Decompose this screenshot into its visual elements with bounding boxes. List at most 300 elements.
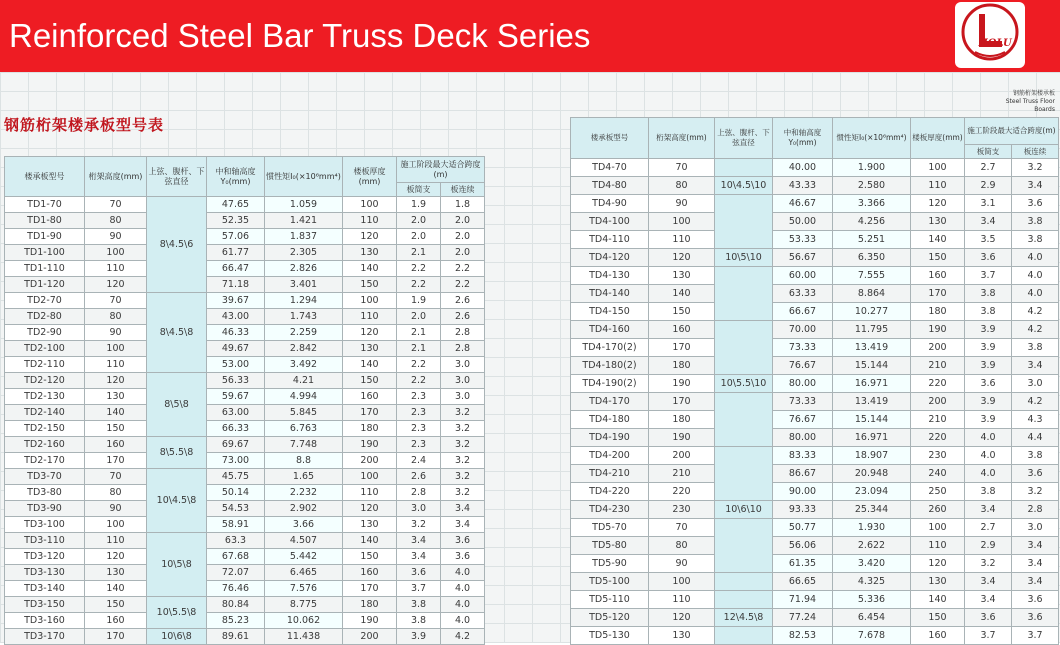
table-row <box>571 483 1059 501</box>
inertia-cell: 6.763 <box>265 421 343 437</box>
inertia-cell: 2.305 <box>265 245 343 261</box>
span-simple-cell: 2.2 <box>397 277 441 293</box>
span-simple-cell: 2.3 <box>397 421 441 437</box>
height-cell: 90 <box>85 501 147 517</box>
span-continuous-cell: 4.4 <box>1012 429 1059 447</box>
span-continuous-cell: 3.4 <box>441 501 485 517</box>
inertia-cell: 11.438 <box>265 629 343 645</box>
span-simple-cell: 2.8 <box>397 485 441 501</box>
model-cell: TD5-110 <box>571 591 649 609</box>
height-cell: 140 <box>85 405 147 421</box>
table-row <box>5 405 485 421</box>
height-cell: 170 <box>85 453 147 469</box>
table-row <box>571 285 1059 303</box>
span-continuous-cell: 4.0 <box>441 597 485 613</box>
span-continuous-cell: 2.8 <box>441 341 485 357</box>
span-simple-cell: 3.8 <box>397 597 441 613</box>
model-cell: TD2-120 <box>5 373 85 389</box>
thickness-cell: 160 <box>343 565 397 581</box>
span-continuous-cell: 3.4 <box>1012 177 1059 195</box>
axis-height-cell: 86.67 <box>773 465 833 483</box>
holu-logo <box>955 2 1025 68</box>
header-span-group: 施工阶段最大适合跨度(m) <box>397 157 485 183</box>
table-row <box>571 303 1059 321</box>
height-cell: 110 <box>85 533 147 549</box>
table-row <box>5 533 485 549</box>
axis-height-cell: 63.33 <box>773 285 833 303</box>
height-cell: 70 <box>649 159 715 177</box>
header-chord: 上弦、腹杆、下弦直径 <box>147 157 207 197</box>
thickness-cell: 170 <box>911 285 965 303</box>
axis-height-cell: 73.00 <box>207 453 265 469</box>
span-continuous-cell: 2.0 <box>441 229 485 245</box>
header-inertia: 惯性矩I₀(×10⁶mm⁴) <box>833 118 911 159</box>
span-simple-cell: 3.9 <box>965 393 1012 411</box>
model-cell: TD3-120 <box>5 549 85 565</box>
span-simple-cell: 2.9 <box>965 177 1012 195</box>
model-cell: TD3-80 <box>5 485 85 501</box>
chord-diameter-cell <box>715 393 773 447</box>
table-row <box>571 357 1059 375</box>
header-axis: 中和轴高度Y₀(mm) <box>207 157 265 197</box>
height-cell: 100 <box>85 245 147 261</box>
axis-height-cell: 60.00 <box>773 267 833 285</box>
span-simple-cell: 2.1 <box>397 325 441 341</box>
left-table-body <box>5 197 485 645</box>
span-continuous-cell: 4.2 <box>1012 303 1059 321</box>
inertia-cell: 2.580 <box>833 177 911 195</box>
model-cell: TD5-80 <box>571 537 649 555</box>
span-continuous-cell: 3.2 <box>441 485 485 501</box>
span-simple-cell: 3.2 <box>397 517 441 533</box>
axis-height-cell: 72.07 <box>207 565 265 581</box>
table-row <box>571 537 1059 555</box>
span-continuous-cell: 3.2 <box>1012 159 1059 177</box>
axis-height-cell: 59.67 <box>207 389 265 405</box>
inertia-cell: 3.66 <box>265 517 343 533</box>
header-model: 楼承板型号 <box>571 118 649 159</box>
table-row <box>571 591 1059 609</box>
span-simple-cell: 3.6 <box>965 249 1012 267</box>
span-simple-cell: 3.4 <box>397 549 441 565</box>
table-row <box>571 177 1059 195</box>
table-row <box>571 339 1059 357</box>
table-row <box>571 447 1059 465</box>
height-cell: 110 <box>85 357 147 373</box>
height-cell: 70 <box>85 197 147 213</box>
span-continuous-cell: 3.4 <box>1012 357 1059 375</box>
header-chord: 上弦、腹杆、下弦直径 <box>715 118 773 159</box>
inertia-cell: 6.350 <box>833 249 911 267</box>
model-cell: TD5-90 <box>571 555 649 573</box>
axis-height-cell: 53.00 <box>207 357 265 373</box>
height-cell: 130 <box>85 389 147 405</box>
model-cell: TD3-160 <box>5 613 85 629</box>
span-simple-cell: 3.9 <box>965 321 1012 339</box>
inertia-cell: 13.419 <box>833 339 911 357</box>
axis-height-cell: 43.33 <box>773 177 833 195</box>
model-cell: TD2-90 <box>5 325 85 341</box>
span-simple-cell: 2.0 <box>397 229 441 245</box>
thickness-cell: 120 <box>911 555 965 573</box>
table-row <box>5 389 485 405</box>
inertia-cell: 1.65 <box>265 469 343 485</box>
inertia-cell: 15.144 <box>833 357 911 375</box>
axis-height-cell: 46.67 <box>773 195 833 213</box>
header-height: 桁架高度(mm) <box>649 118 715 159</box>
inertia-cell: 13.419 <box>833 393 911 411</box>
inertia-cell: 8.864 <box>833 285 911 303</box>
span-simple-cell: 2.0 <box>397 309 441 325</box>
height-cell: 190 <box>649 375 715 393</box>
model-cell: TD2-80 <box>5 309 85 325</box>
thickness-cell: 160 <box>343 389 397 405</box>
height-cell: 170 <box>85 629 147 645</box>
span-continuous-cell: 4.2 <box>1012 393 1059 411</box>
chinese-title: 钢筋桁架楼承板型号表 <box>4 116 165 134</box>
model-cell: TD4-200 <box>571 447 649 465</box>
axis-height-cell: 89.61 <box>207 629 265 645</box>
header-span-continuous: 板连续 <box>1012 145 1059 159</box>
span-simple-cell: 1.9 <box>397 293 441 309</box>
inertia-cell: 1.059 <box>265 197 343 213</box>
chord-diameter-cell <box>715 573 773 591</box>
thickness-cell: 130 <box>343 245 397 261</box>
table-row <box>571 573 1059 591</box>
model-cell: TD4-80 <box>571 177 649 195</box>
model-cell: TD4-100 <box>571 213 649 231</box>
height-cell: 130 <box>85 565 147 581</box>
thickness-cell: 100 <box>343 197 397 213</box>
span-continuous-cell: 2.2 <box>441 277 485 293</box>
inertia-cell: 5.336 <box>833 591 911 609</box>
model-cell: TD4-90 <box>571 195 649 213</box>
inertia-cell: 10.277 <box>833 303 911 321</box>
span-simple-cell: 3.8 <box>965 285 1012 303</box>
table-row <box>571 231 1059 249</box>
table-row <box>5 565 485 581</box>
sub-title-en: Steel Truss Floor Boards <box>1005 98 1055 113</box>
height-cell: 80 <box>85 309 147 325</box>
span-continuous-cell: 3.8 <box>1012 339 1059 357</box>
model-cell: TD2-110 <box>5 357 85 373</box>
model-cell: TD4-150 <box>571 303 649 321</box>
height-cell: 110 <box>85 261 147 277</box>
span-continuous-cell: 2.0 <box>441 245 485 261</box>
chord-diameter-cell: 8\5.5\8 <box>147 437 207 469</box>
span-simple-cell: 2.9 <box>965 537 1012 555</box>
axis-height-cell: 63.3 <box>207 533 265 549</box>
axis-height-cell: 66.47 <box>207 261 265 277</box>
model-cell: TD2-70 <box>5 293 85 309</box>
span-continuous-cell: 4.0 <box>1012 249 1059 267</box>
thickness-cell: 190 <box>343 437 397 453</box>
thickness-cell: 200 <box>911 393 965 411</box>
span-continuous-cell: 4.2 <box>441 629 485 645</box>
chord-diameter-cell: 10\5\10 <box>715 249 773 267</box>
table-row <box>571 465 1059 483</box>
span-simple-cell: 4.0 <box>965 429 1012 447</box>
axis-height-cell: 80.00 <box>773 375 833 393</box>
axis-height-cell: 71.94 <box>773 591 833 609</box>
height-cell: 130 <box>649 267 715 285</box>
span-continuous-cell: 4.0 <box>441 613 485 629</box>
height-cell: 100 <box>649 573 715 591</box>
axis-height-cell: 66.33 <box>207 421 265 437</box>
span-continuous-cell: 4.0 <box>441 581 485 597</box>
thickness-cell: 110 <box>911 177 965 195</box>
table-row <box>571 627 1059 645</box>
axis-height-cell: 77.24 <box>773 609 833 627</box>
span-simple-cell: 3.6 <box>965 375 1012 393</box>
height-cell: 160 <box>85 437 147 453</box>
header-height: 桁架高度(mm) <box>85 157 147 197</box>
height-cell: 190 <box>649 429 715 447</box>
span-simple-cell: 3.6 <box>397 565 441 581</box>
inertia-cell: 3.401 <box>265 277 343 293</box>
axis-height-cell: 83.33 <box>773 447 833 465</box>
thickness-cell: 160 <box>911 267 965 285</box>
chord-diameter-cell: 8\5\8 <box>147 373 207 437</box>
height-cell: 140 <box>85 581 147 597</box>
model-cell: TD3-130 <box>5 565 85 581</box>
model-cell: TD4-210 <box>571 465 649 483</box>
span-continuous-cell: 3.2 <box>1012 483 1059 501</box>
axis-height-cell: 67.68 <box>207 549 265 565</box>
table-row <box>5 293 485 309</box>
chord-diameter-cell: 8\4.5\8 <box>147 293 207 373</box>
chord-diameter-cell: 10\6\10 <box>715 501 773 519</box>
height-cell: 210 <box>649 465 715 483</box>
inertia-cell: 1.900 <box>833 159 911 177</box>
thickness-cell: 130 <box>343 517 397 533</box>
height-cell: 150 <box>649 303 715 321</box>
thickness-cell: 210 <box>911 411 965 429</box>
thickness-cell: 140 <box>343 357 397 373</box>
span-simple-cell: 2.1 <box>397 245 441 261</box>
span-simple-cell: 2.7 <box>965 159 1012 177</box>
thickness-cell: 180 <box>911 303 965 321</box>
span-continuous-cell: 3.0 <box>1012 519 1059 537</box>
axis-height-cell: 69.67 <box>207 437 265 453</box>
thickness-cell: 240 <box>911 465 965 483</box>
span-continuous-cell: 2.6 <box>441 293 485 309</box>
height-cell: 160 <box>85 613 147 629</box>
model-cell: TD3-110 <box>5 533 85 549</box>
span-continuous-cell: 4.0 <box>441 565 485 581</box>
height-cell: 100 <box>649 213 715 231</box>
model-cell: TD3-70 <box>5 469 85 485</box>
model-cell: TD4-220 <box>571 483 649 501</box>
span-continuous-cell: 1.8 <box>441 197 485 213</box>
chord-diameter-cell: 10\4.5\8 <box>147 469 207 533</box>
span-continuous-cell: 4.0 <box>1012 267 1059 285</box>
axis-height-cell: 46.33 <box>207 325 265 341</box>
table-row <box>5 613 485 629</box>
span-simple-cell: 3.9 <box>965 411 1012 429</box>
table-row <box>5 197 485 213</box>
axis-height-cell: 93.33 <box>773 501 833 519</box>
inertia-cell: 10.062 <box>265 613 343 629</box>
thickness-cell: 120 <box>911 195 965 213</box>
height-cell: 220 <box>649 483 715 501</box>
height-cell: 150 <box>85 597 147 613</box>
inertia-cell: 3.420 <box>833 555 911 573</box>
span-continuous-cell: 3.0 <box>441 389 485 405</box>
inertia-cell: 23.094 <box>833 483 911 501</box>
axis-height-cell: 58.91 <box>207 517 265 533</box>
inertia-cell: 2.622 <box>833 537 911 555</box>
inertia-cell: 1.930 <box>833 519 911 537</box>
inertia-cell: 7.748 <box>265 437 343 453</box>
span-simple-cell: 3.8 <box>965 483 1012 501</box>
axis-height-cell: 71.18 <box>207 277 265 293</box>
span-simple-cell: 3.4 <box>965 591 1012 609</box>
inertia-cell: 2.826 <box>265 261 343 277</box>
height-cell: 200 <box>649 447 715 465</box>
chord-diameter-cell <box>715 321 773 375</box>
span-continuous-cell: 3.0 <box>441 357 485 373</box>
height-cell: 80 <box>649 537 715 555</box>
table-row <box>571 249 1059 267</box>
span-continuous-cell: 2.6 <box>441 309 485 325</box>
left-spec-table <box>4 156 485 645</box>
thickness-cell: 210 <box>911 357 965 375</box>
table-row <box>571 375 1059 393</box>
height-cell: 90 <box>649 195 715 213</box>
model-cell: TD1-80 <box>5 213 85 229</box>
span-continuous-cell: 3.6 <box>1012 609 1059 627</box>
chord-diameter-cell: 10\5\8 <box>147 533 207 597</box>
span-continuous-cell: 3.8 <box>1012 213 1059 231</box>
height-cell: 140 <box>649 285 715 303</box>
table-row <box>5 229 485 245</box>
height-cell: 120 <box>85 277 147 293</box>
thickness-cell: 140 <box>911 591 965 609</box>
span-simple-cell: 2.6 <box>397 469 441 485</box>
thickness-cell: 110 <box>911 537 965 555</box>
span-continuous-cell: 3.2 <box>441 469 485 485</box>
span-continuous-cell: 3.4 <box>1012 537 1059 555</box>
inertia-cell: 5.845 <box>265 405 343 421</box>
span-continuous-cell: 3.2 <box>441 405 485 421</box>
inertia-cell: 16.971 <box>833 429 911 447</box>
thickness-cell: 220 <box>911 375 965 393</box>
model-cell: TD3-140 <box>5 581 85 597</box>
span-simple-cell: 3.6 <box>965 609 1012 627</box>
thickness-cell: 200 <box>911 339 965 357</box>
thickness-cell: 170 <box>343 581 397 597</box>
header-span-group: 施工阶段最大适合跨度(m) <box>965 118 1059 145</box>
header-thickness: 楼板厚度(mm) <box>343 157 397 197</box>
span-simple-cell: 3.7 <box>965 627 1012 645</box>
inertia-cell: 1.837 <box>265 229 343 245</box>
inertia-cell: 15.144 <box>833 411 911 429</box>
model-cell: TD4-70 <box>571 159 649 177</box>
model-cell: TD4-170 <box>571 393 649 411</box>
model-cell: TD2-100 <box>5 341 85 357</box>
height-cell: 70 <box>649 519 715 537</box>
height-cell: 80 <box>649 177 715 195</box>
banner-title: Reinforced Steel Bar Truss Deck Series <box>9 17 591 54</box>
span-simple-cell: 2.7 <box>965 519 1012 537</box>
axis-height-cell: 43.00 <box>207 309 265 325</box>
model-cell: TD2-130 <box>5 389 85 405</box>
span-continuous-cell: 4.2 <box>1012 321 1059 339</box>
inertia-cell: 8.8 <box>265 453 343 469</box>
span-continuous-cell: 4.3 <box>1012 411 1059 429</box>
span-continuous-cell: 3.8 <box>1012 231 1059 249</box>
model-cell: TD4-230 <box>571 501 649 519</box>
axis-height-cell: 80.84 <box>207 597 265 613</box>
inertia-cell: 2.232 <box>265 485 343 501</box>
inertia-cell: 25.344 <box>833 501 911 519</box>
inertia-cell: 6.454 <box>833 609 911 627</box>
span-simple-cell: 3.9 <box>397 629 441 645</box>
axis-height-cell: 56.33 <box>207 373 265 389</box>
model-cell: TD3-90 <box>5 501 85 517</box>
height-cell: 170 <box>649 393 715 411</box>
span-continuous-cell: 3.8 <box>1012 447 1059 465</box>
axis-height-cell: 85.23 <box>207 613 265 629</box>
span-simple-cell: 2.3 <box>397 389 441 405</box>
axis-height-cell: 47.65 <box>207 197 265 213</box>
axis-height-cell: 82.53 <box>773 627 833 645</box>
axis-height-cell: 50.00 <box>773 213 833 231</box>
model-cell: TD3-150 <box>5 597 85 613</box>
table-row <box>5 517 485 533</box>
table-row <box>571 195 1059 213</box>
span-continuous-cell: 3.0 <box>441 373 485 389</box>
thickness-cell: 180 <box>343 421 397 437</box>
chord-diameter-cell <box>715 267 773 321</box>
chord-diameter-cell: 10\6\8 <box>147 629 207 645</box>
inertia-cell: 3.492 <box>265 357 343 373</box>
inertia-cell: 7.678 <box>833 627 911 645</box>
height-cell: 120 <box>85 549 147 565</box>
inertia-cell: 16.971 <box>833 375 911 393</box>
thickness-cell: 100 <box>343 293 397 309</box>
thickness-cell: 130 <box>343 341 397 357</box>
inertia-cell: 2.842 <box>265 341 343 357</box>
span-simple-cell: 3.0 <box>397 501 441 517</box>
thickness-cell: 150 <box>911 609 965 627</box>
axis-height-cell: 76.46 <box>207 581 265 597</box>
header-inertia: 惯性矩I₀(×10⁶mm⁴) <box>265 157 343 197</box>
thickness-cell: 170 <box>343 405 397 421</box>
model-cell: TD5-120 <box>571 609 649 627</box>
model-cell: TD1-120 <box>5 277 85 293</box>
model-cell: TD4-190 <box>571 429 649 447</box>
span-simple-cell: 2.2 <box>397 261 441 277</box>
thickness-cell: 230 <box>911 447 965 465</box>
thickness-cell: 260 <box>911 501 965 519</box>
model-cell: TD4-110 <box>571 231 649 249</box>
inertia-cell: 7.555 <box>833 267 911 285</box>
height-cell: 90 <box>85 325 147 341</box>
logo-emblem-icon <box>955 2 1025 68</box>
model-cell: TD4-140 <box>571 285 649 303</box>
height-cell: 100 <box>85 517 147 533</box>
inertia-cell: 2.259 <box>265 325 343 341</box>
table-row <box>5 501 485 517</box>
thickness-cell: 150 <box>343 277 397 293</box>
span-simple-cell: 3.8 <box>397 613 441 629</box>
span-simple-cell: 2.0 <box>397 213 441 229</box>
span-simple-cell: 3.4 <box>965 501 1012 519</box>
chord-diameter-cell <box>715 447 773 501</box>
span-simple-cell: 3.9 <box>965 357 1012 375</box>
